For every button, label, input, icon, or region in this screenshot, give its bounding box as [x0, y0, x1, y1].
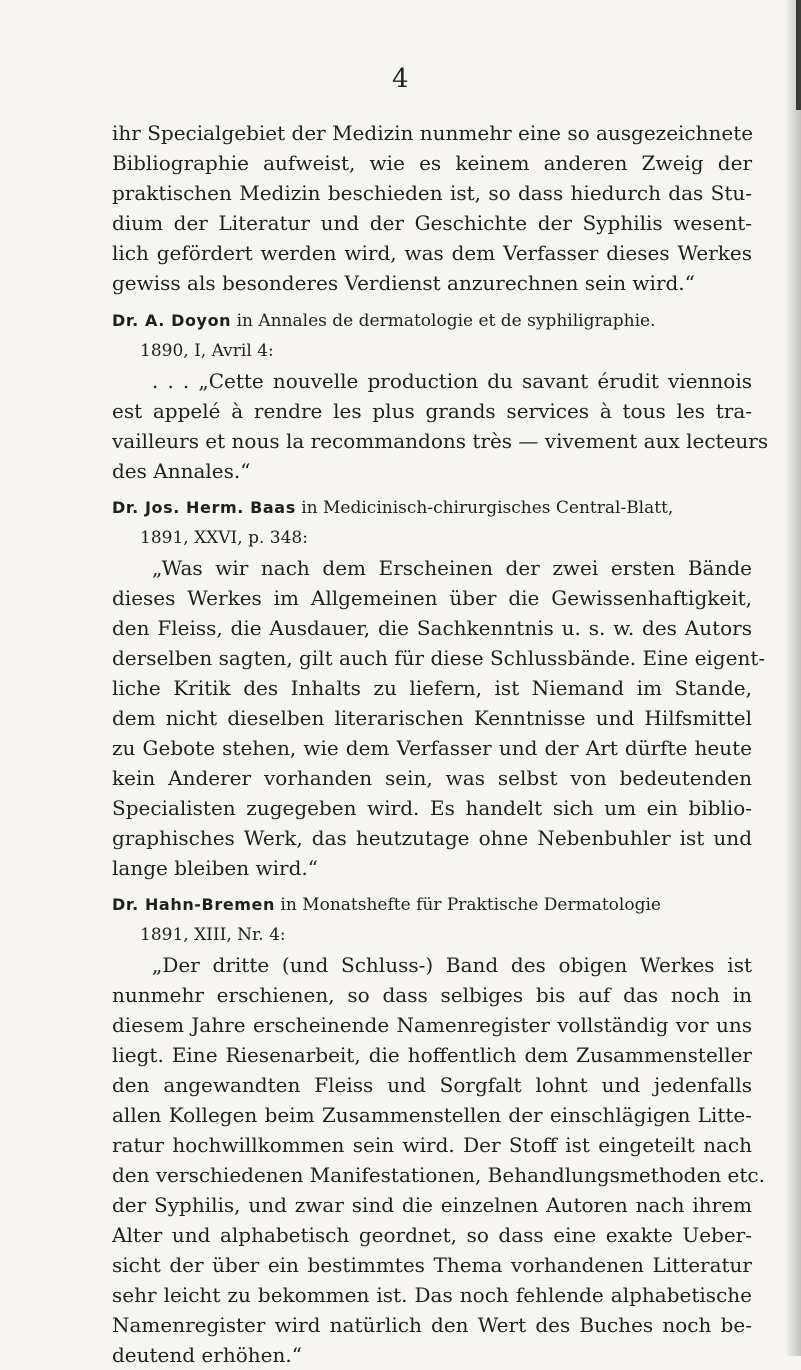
text-line: dieses Werkes im Allgemeinen über die Gewissenhaftigkeit, [112, 586, 752, 610]
text-line: dium der Literatur und der Geschichte der Syphilis wesent- [112, 211, 752, 235]
text-line: ihr Specialgebiet der Medizin nunmehr eine so ausgezeichnete [112, 121, 754, 145]
review-heading [112, 890, 752, 920]
page-number: 4 [391, 64, 410, 94]
review-source: in Annales de dermatologie et de syphiligraphie. [236, 311, 656, 331]
text-line: lange bleiben wird.“ [112, 856, 318, 880]
text-line: Alter und alphabetisch geordnet, so dass eine exakte Ueber- [112, 1223, 752, 1247]
text-line: graphisches Werk, das heutzutage ohne Nebenbuhler ist und [112, 826, 752, 850]
text-line: des Annales.“ [112, 459, 251, 483]
review-doyon [112, 306, 769, 486]
review-citation: 1891, XIII, Nr. 4: [140, 925, 286, 945]
review-citation: 1891, XXVI, p. 348: [140, 528, 308, 548]
text-line: zu Gebote stehen, wie dem Verfasser und der Art dürfte heute [112, 736, 752, 760]
review-heading [112, 306, 752, 336]
text-line: Namenregister wird natürlich den Wert des Buches noch be- [112, 1313, 752, 1337]
text-line: diesem Jahre erscheinende Namenregister vollständig vor uns [112, 1013, 752, 1037]
text-line: deutend erhöhen.“ [112, 1343, 302, 1367]
review-citation: 1890, I, Avril 4: [140, 341, 274, 361]
text-line: ratur hochwillkommen sein wird. Der Stoff ist eingeteilt nach [112, 1133, 752, 1157]
text-line: allen Kollegen beim Zusammenstellen der einschlägigen Litte- [112, 1103, 752, 1127]
text-line: est appelé à rendre les plus grands services à tous les tra- [112, 399, 752, 423]
intro-paragraph [112, 118, 752, 298]
review-author: Dr. Hahn-Bremen [112, 895, 275, 914]
text-line: sicht der über ein bestimmtes Thema vorhandenen Litteratur [112, 1253, 752, 1277]
text-line: den verschiedenen Manifestationen, Behandlungsmethoden etc. [112, 1163, 765, 1187]
page-edge-binding [796, 0, 801, 110]
text-line: liegt. Eine Riesenarbeit, die hoffentlich dem Zusammensteller [112, 1043, 752, 1067]
text-line: kein Anderer vorhanden sein, was selbst von bedeutenden [112, 766, 752, 790]
text-line: Specialisten zugegeben wird. Es handelt sich um ein biblio- [112, 796, 752, 820]
page-body [112, 118, 769, 1370]
review-source: in Monatshefte für Praktische Dermatologie [280, 895, 661, 915]
text-line: sehr leicht zu bekommen ist. Das noch fehlende alphabetische [112, 1283, 752, 1307]
review-baas [112, 493, 766, 883]
review-hahn [112, 890, 765, 1370]
text-line: dem nicht dieselben literarischen Kenntnisse und Hilfsmittel [112, 706, 752, 730]
text-line: . . . „Cette nouvelle production du savant érudit viennois [152, 369, 752, 393]
review-source: in Medicinisch-chirurgisches Central-Blatt, [301, 498, 674, 518]
text-line: den Fleiss, die Ausdauer, die Sachkenntnis u. s. w. des Autors [112, 616, 752, 640]
text-line: vailleurs et nous la recommandons très — vivement aux lecteurs [112, 429, 769, 453]
text-line: lich gefördert werden wird, was dem Verfasser dieses Werkes [112, 241, 752, 265]
text-line: „Was wir nach dem Erscheinen der zwei ersten Bände [152, 556, 752, 580]
text-line: „Der dritte (und Schluss-) Band des obigen Werkes ist [152, 953, 752, 977]
text-line: nunmehr erschienen, so dass selbiges bis auf das noch in [112, 983, 752, 1007]
text-line: liche Kritik des Inhalts zu liefern, ist Niemand im Stande, [112, 676, 752, 700]
text-line: praktischen Medizin beschieden ist, so dass hiedurch das Stu- [112, 181, 752, 205]
text-line: derselben sagten, gilt auch für diese Schlussbände. Eine eigent- [112, 646, 766, 670]
text-line: der Syphilis, und zwar sind die einzelnen Autoren nach ihrem [112, 1193, 752, 1217]
review-author: Dr. A. Doyon [112, 311, 232, 330]
text-line: Bibliographie aufweist, wie es keinem anderen Zweig der [112, 151, 752, 175]
text-line: gewiss als besonderes Verdienst anzurechnen sein wird.“ [112, 271, 695, 295]
text-line: den angewandten Fleiss und Sorgfalt lohnt und jedenfalls [112, 1073, 752, 1097]
review-author: Dr. Jos. Herm. Baas [112, 498, 296, 517]
page-edge-shadow [785, 0, 801, 1356]
review-heading [112, 493, 752, 523]
